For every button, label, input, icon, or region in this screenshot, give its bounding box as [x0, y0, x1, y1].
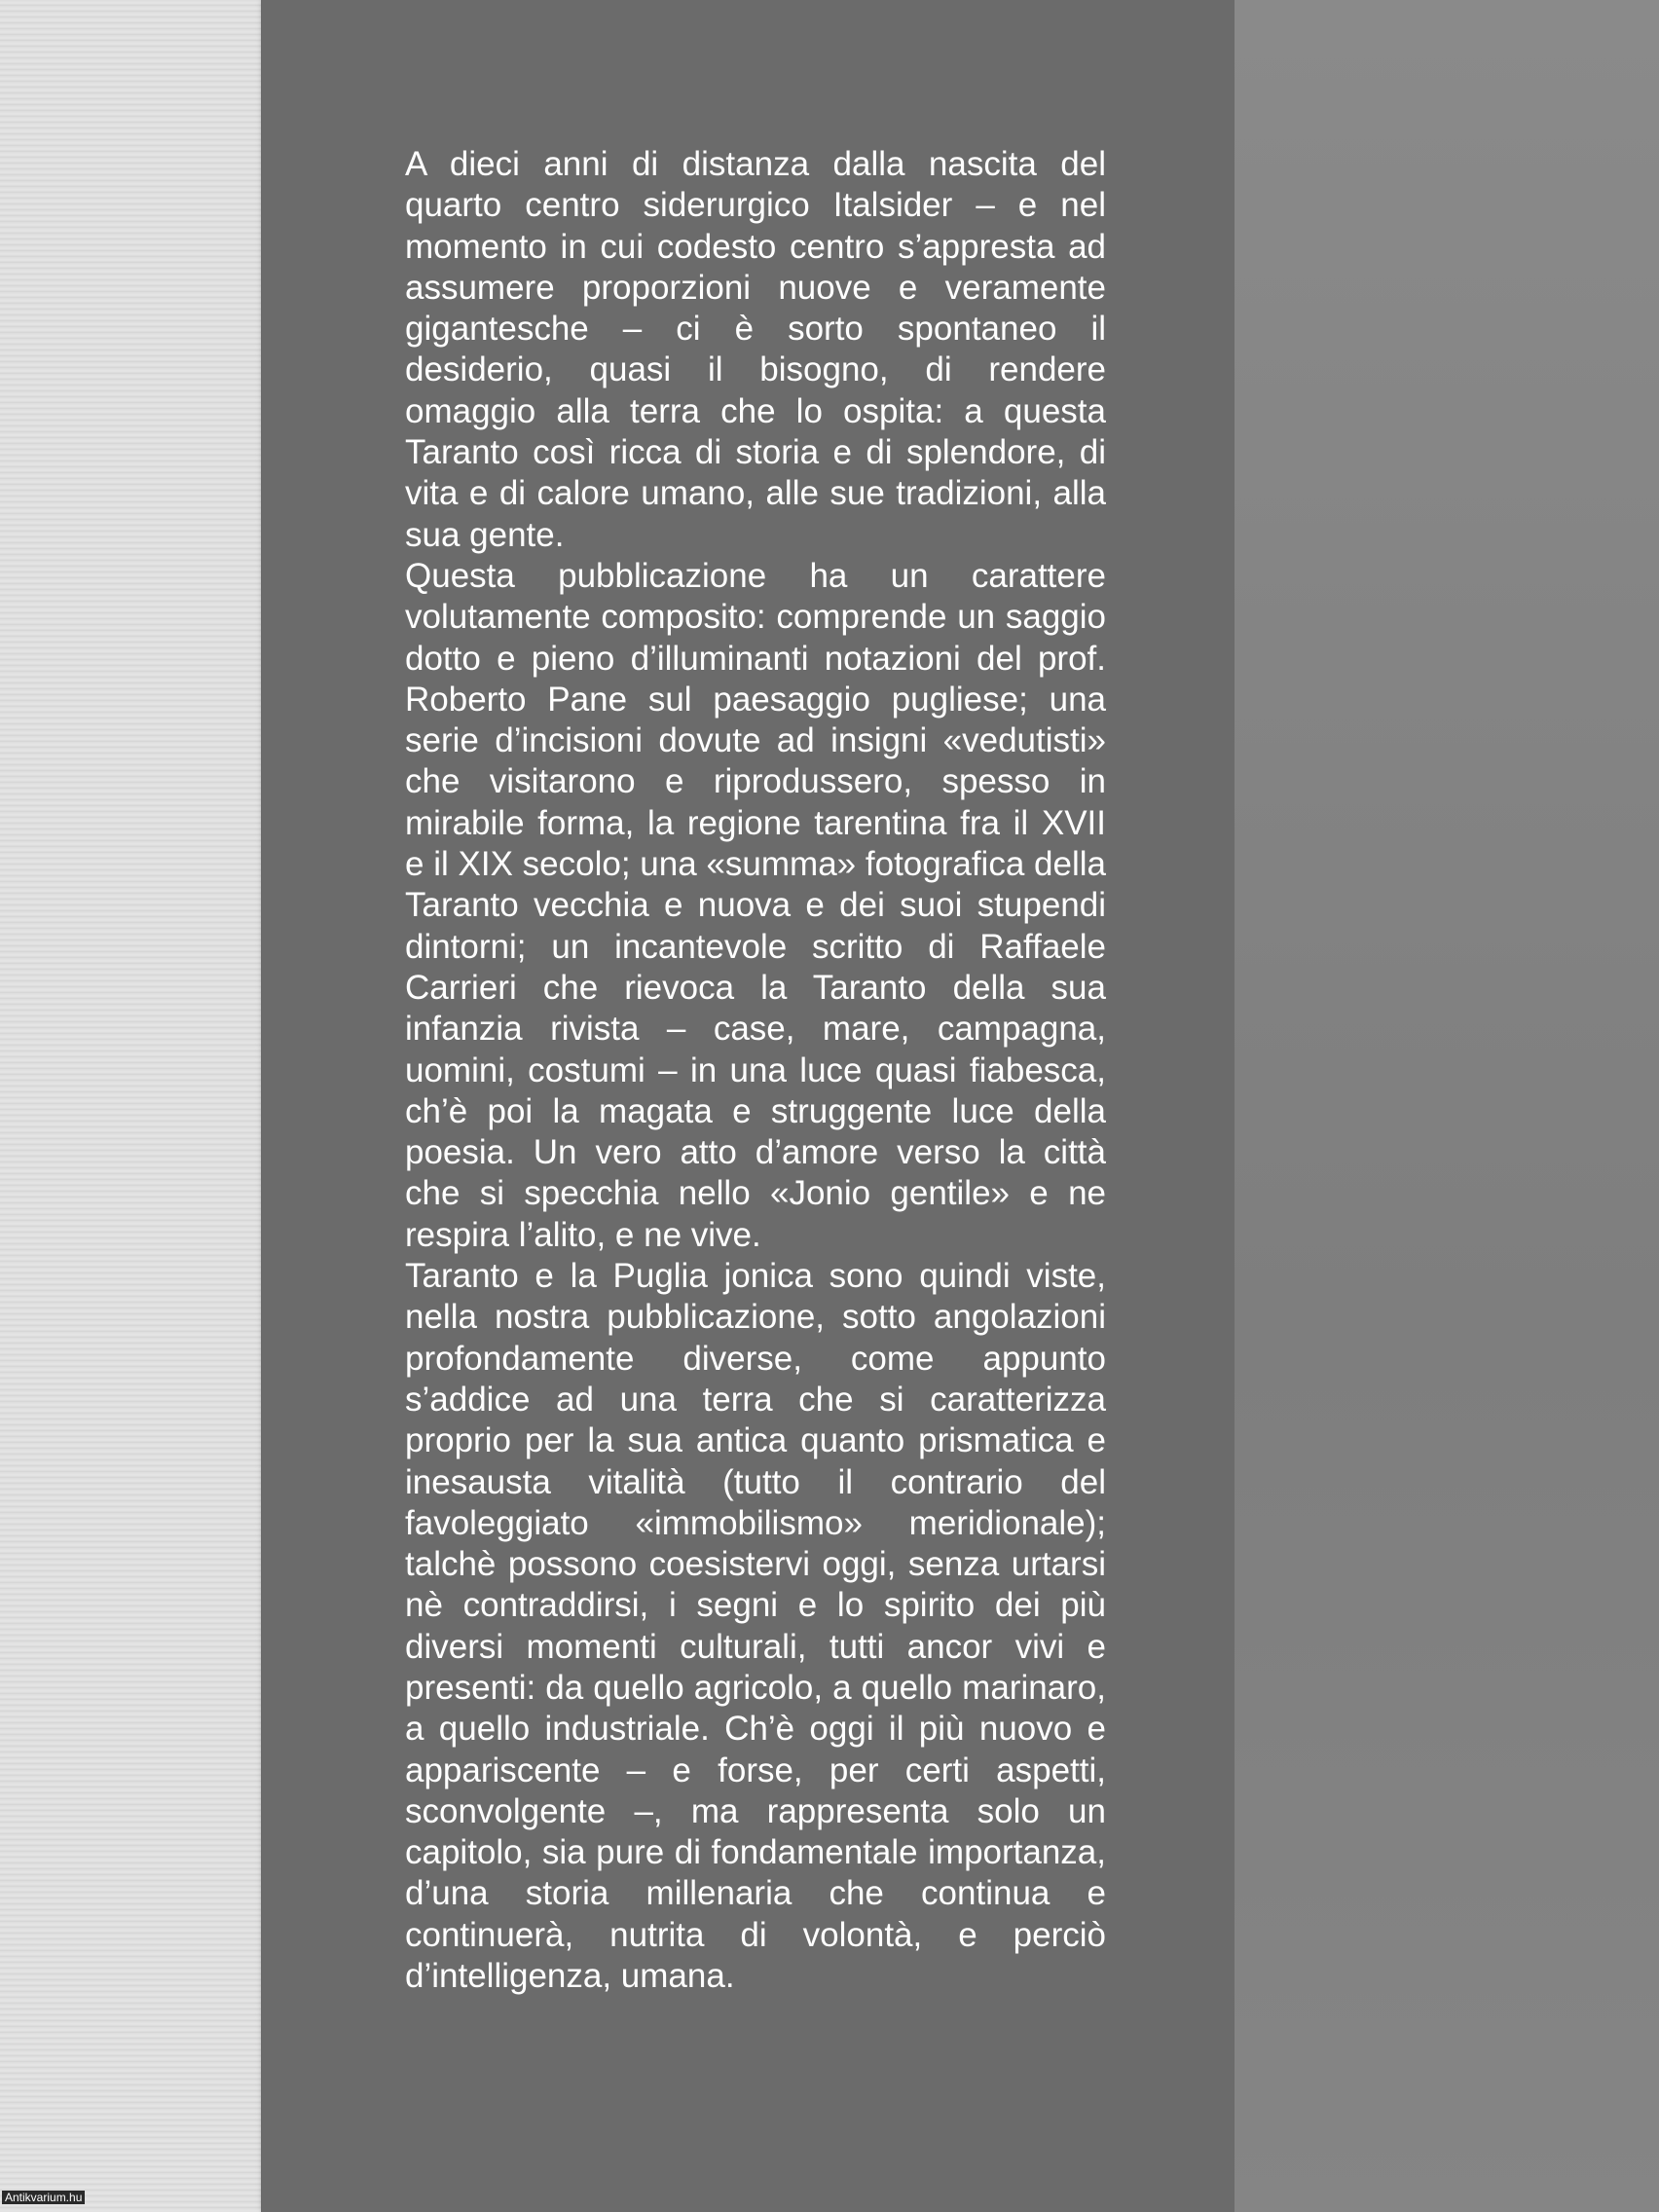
flap-text: [405, 144, 1106, 1997]
book-flap: [261, 0, 1235, 2212]
right-page: [1235, 0, 1659, 2212]
left-page: [0, 0, 261, 2212]
watermark: Antikvarium.hu: [2, 2191, 85, 2204]
paragraph-1: A dieci anni di distanza dalla nascita del quarto centro siderurgico Italsider – e nel momento in cui codesto centro s’appresta ad assumere proporzioni nuove e veramente gigantesche – ci è sorto spontaneo il desiderio, quasi il bisogno, di rendere omaggio alla terra che lo ospita: a questa Taranto così ricca di storia e di splendore, di vita e di calore umano, alle sue tradizioni, alla sua gente.: [405, 145, 1106, 554]
paragraph-3: Taranto e la Puglia jonica sono quindi viste, nella nostra pubblicazione, sotto angolazioni profondamente diverse, come appunto s’addice ad una terra che si caratterizza proprio per la sua antica quanto prismatica e inesausta vitalità (tutto il contrario del favoleggiato «immobilismo» meridionale); talchè possono coesistervi oggi, senza urtarsi nè contraddirsi, i segni e lo spirito dei più diversi momenti culturali, tutti ancor vivi e presenti: da quello agricolo, a quello marinaro, a quello industriale. Ch’è oggi il più nuovo e appariscente – e forse, per certi aspetti, sconvolgente –, ma rappresenta solo un capitolo, sia pure di fondamentale importanza, d’una storia millenaria che continua e continuerà, nutrita di volontà, e perciò d’intelligenza, umana.: [405, 1257, 1106, 1996]
paragraph-2: Questa pubblicazione ha un carattere volutamente composito: comprende un saggio dotto e pieno d’illuminanti notazioni del prof. Roberto Pane sul paesaggio pugliese; una serie d’incisioni dovute ad insigni «vedutisti» che visitarono e riprodussero, spesso in mirabile forma, la regione tarentina fra il XVII e il XIX secolo; una «summa» fotografica della Taranto vecchia e nuova e dei suoi stupendi dintorni; un incantevole scritto di Raffaele Carrieri che rievoca la Taranto della sua infanzia rivista – case, mare, campagna, uomini, costumi – in una luce quasi fiabesca, ch’è poi la magata e struggente luce della poesia. Un vero atto d’amore verso la città che si specchia nello «Jonio gentile» e ne respira l’alito, e ne vive.: [405, 556, 1106, 1254]
